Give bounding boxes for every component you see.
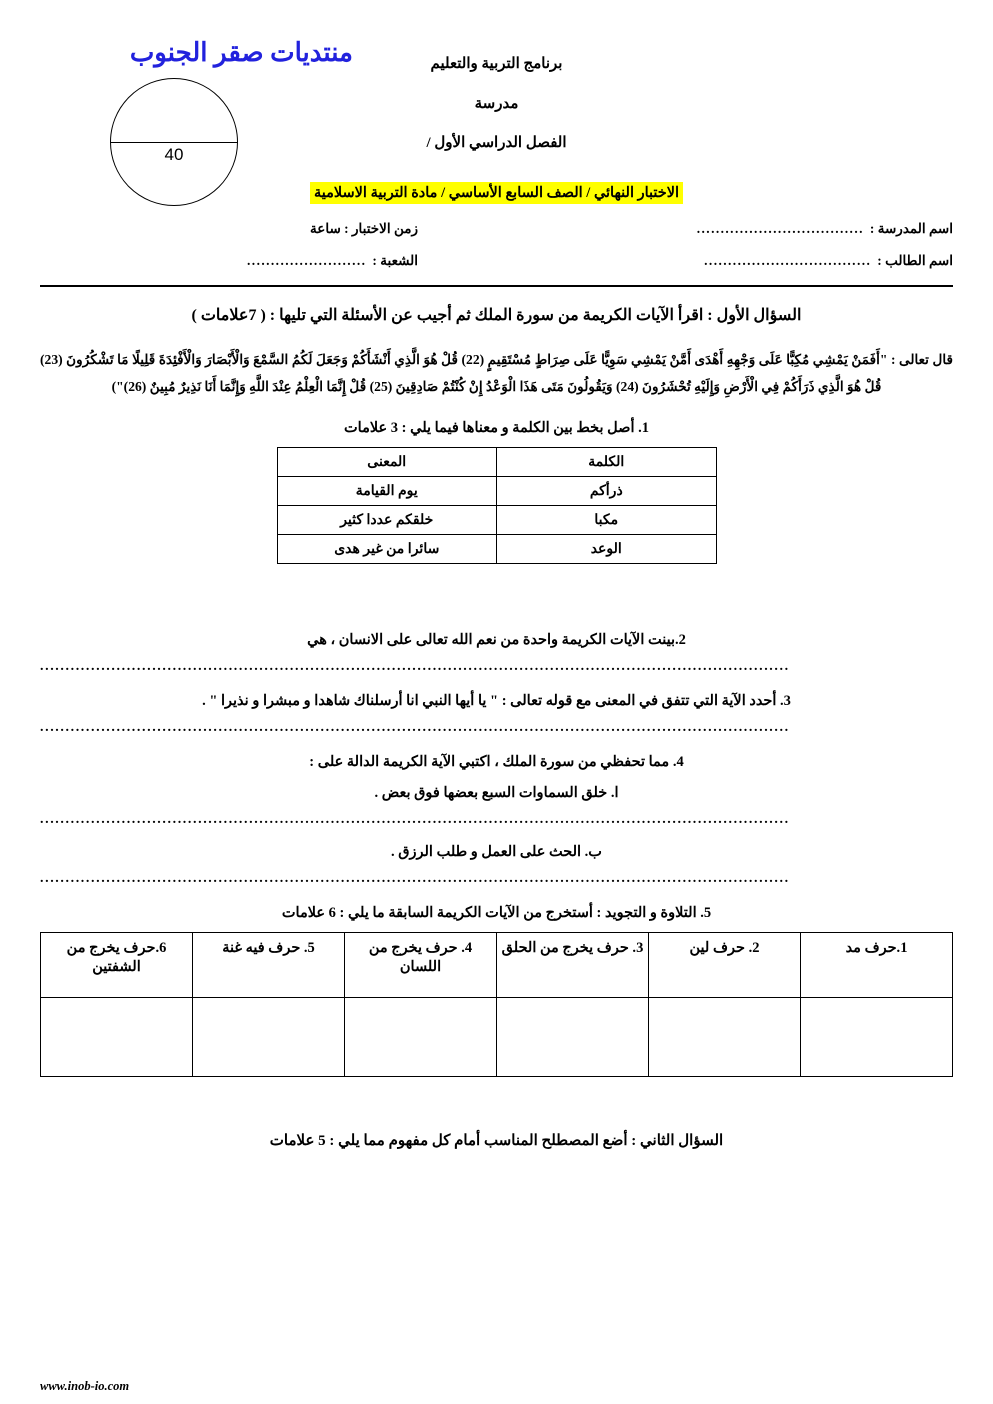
tajweed-answer-6[interactable] [41, 998, 193, 1077]
quran-verses-block [40, 347, 953, 400]
meaning-cell[interactable]: سائرا من غير هدى [277, 535, 497, 564]
page-header [40, 0, 953, 215]
question-1-4-b-text: ب. الحث على العمل و طلب الرزق . [391, 844, 602, 860]
question-1-4-a-answer-blank[interactable]: ................................................................................................................................................... [40, 812, 790, 827]
tajweed-answer-4[interactable] [345, 998, 497, 1077]
header-divider [40, 285, 953, 287]
student-name-label: اسم الطالب : [877, 253, 953, 268]
grade-total-value: 40 [164, 144, 184, 164]
verses-text: "أَفَمَنْ يَمْشِي مُكِبًّا عَلَى وَجْهِهِ أَهْدَى أَمَّنْ يَمْشِي سَوِيًّا عَلَى صِرَاطٍ مُسْتَقِيمٍ (22) قُلْ هُوَ الَّذِي أَنْشَأَكُمْ وَجَعَلَ لَكُمُ السَّمْعَ وَالْأَبْصَارَ وَالْأَفْئِدَةَ قَلِيلًا مَا تَشْكُرُونَ (23) قُلْ هُوَ الَّذِي ذَرَأَكُمْ فِي الْأَرْضِ وَإِلَيْهِ تُحْشَرُونَ (24) وَيَقُولُونَ مَتَى هَذَا الْوَعْدُ إِنْ كُنْتُمْ صَادِقِينَ (25) قُلْ إِنَّمَا الْعِلْمُ عِنْدَ اللَّهِ وَإِنَّمَا أَنَا نَذِيرٌ مُبِينٌ (26)") [40, 352, 888, 394]
school-header-lines [40, 56, 953, 175]
footer-url[interactable]: www.inob-io.com [40, 1379, 130, 1393]
table-row [277, 477, 716, 506]
question-1-3-answer-blank[interactable]: ................................................................................................................................................... [40, 720, 790, 735]
exam-time-label: زمن الاختبار : ساعة [310, 221, 418, 236]
question-1-5-text: 5. التلاوة و التجويد : أستخرج من الآيات الكريمة السابقة ما يلي : 6 علامات [281, 905, 712, 921]
question-1-3-text: 3. أحدد الآية التي تتفق في المعنى مع قوله تعالى : " يا أيها النبي انا أرسلناك شاهدا و مبشرا و نذيرا " . [202, 693, 791, 709]
meaning-cell[interactable]: يوم القيامة [277, 477, 497, 506]
question-1-2-answer-blank[interactable]: ................................................................................................................................................... [40, 659, 790, 674]
exam-time-field [304, 221, 418, 237]
tajweed-answer-1[interactable] [801, 998, 953, 1077]
table-row [277, 535, 716, 564]
school-name-field [623, 221, 953, 237]
tajweed-header-row [41, 933, 953, 998]
word-cell[interactable]: مكبا [497, 506, 717, 535]
table-header-row [277, 448, 716, 477]
col-header-word: الكلمة [497, 448, 717, 477]
exam-title-wrap [40, 182, 953, 204]
section-label: الشعبة : [372, 253, 418, 268]
question-1-4-a-text: ا. خلق السماوات السبع بعضها فوق بعض . [374, 785, 619, 801]
meaning-cell[interactable]: خلقكم عددا كثير [277, 506, 497, 535]
school-name-label: اسم المدرسة : [869, 221, 953, 236]
student-name-blank[interactable]: ................................... [704, 253, 872, 268]
info-row-student [40, 253, 953, 269]
student-info-block [40, 221, 953, 269]
word-meaning-table [277, 447, 717, 564]
tajweed-answer-2[interactable] [649, 998, 801, 1077]
semester-line: الفصل الدراسي الأول / [426, 135, 567, 151]
question-two-heading: السؤال الثاني : أضع المصطلح المناسب أمام كل مفهوم مما يلي : 5 علامات [269, 1133, 724, 1149]
section-blank[interactable]: ......................... [247, 253, 367, 268]
section-field [216, 253, 418, 269]
forum-watermark: منتديات صقر الجنوب [129, 38, 353, 67]
table-row [277, 506, 716, 535]
col-header-meaning: المعنى [277, 448, 497, 477]
question-1-2-text: 2.بينت الآيات الكريمة واحدة من نعم الله تعالى على الانسان ، هي [307, 632, 686, 648]
tajweed-table [40, 932, 953, 1077]
student-name-field [623, 253, 953, 269]
question-1-1-text: 1. أصل بخط بين الكلمة و معناها فيما يلي : 3 علامات [344, 420, 649, 436]
tajweed-answer-row [41, 998, 953, 1077]
tajweed-answer-5[interactable] [193, 998, 345, 1077]
word-cell[interactable]: ذرأكم [497, 477, 717, 506]
tajweed-header-2: 2. حرف لين [649, 933, 801, 998]
verses-intro: قال تعالى : [887, 352, 953, 367]
question-1-4-b-answer-blank[interactable]: ................................................................................................................................................... [40, 871, 790, 886]
tajweed-header-5: 5. حرف فيه غنة [193, 933, 345, 998]
school-name-blank[interactable]: ................................... [696, 221, 864, 236]
question-1-4-text: 4. مما تحفظي من سورة الملك ، اكتبي الآية الكريمة الدالة على : [309, 754, 684, 770]
info-row-school [40, 221, 953, 237]
tajweed-header-4: 4. حرف يخرج من اللسان [345, 933, 497, 998]
tajweed-header-6: 6.حرف يخرج من الشفتين [41, 933, 193, 998]
tajweed-header-1: 1.حرف مد [801, 933, 953, 998]
exam-title: الاختبار النهائي / الصف السابع الأساسي / مادة التربية الاسلامية [310, 182, 683, 204]
tajweed-header-3: 3. حرف يخرج من الحلق [497, 933, 649, 998]
program-line: برنامج التربية والتعليم [430, 56, 563, 72]
question-one-heading: السؤال الأول : اقرأ الآيات الكريمة من سورة الملك ثم أجيب عن الأسئلة التي تليها : ( 7علامات ) [191, 307, 802, 324]
tajweed-answer-3[interactable] [497, 998, 649, 1077]
school-line: مدرسة [474, 95, 519, 112]
word-cell[interactable]: الوعد [497, 535, 717, 564]
